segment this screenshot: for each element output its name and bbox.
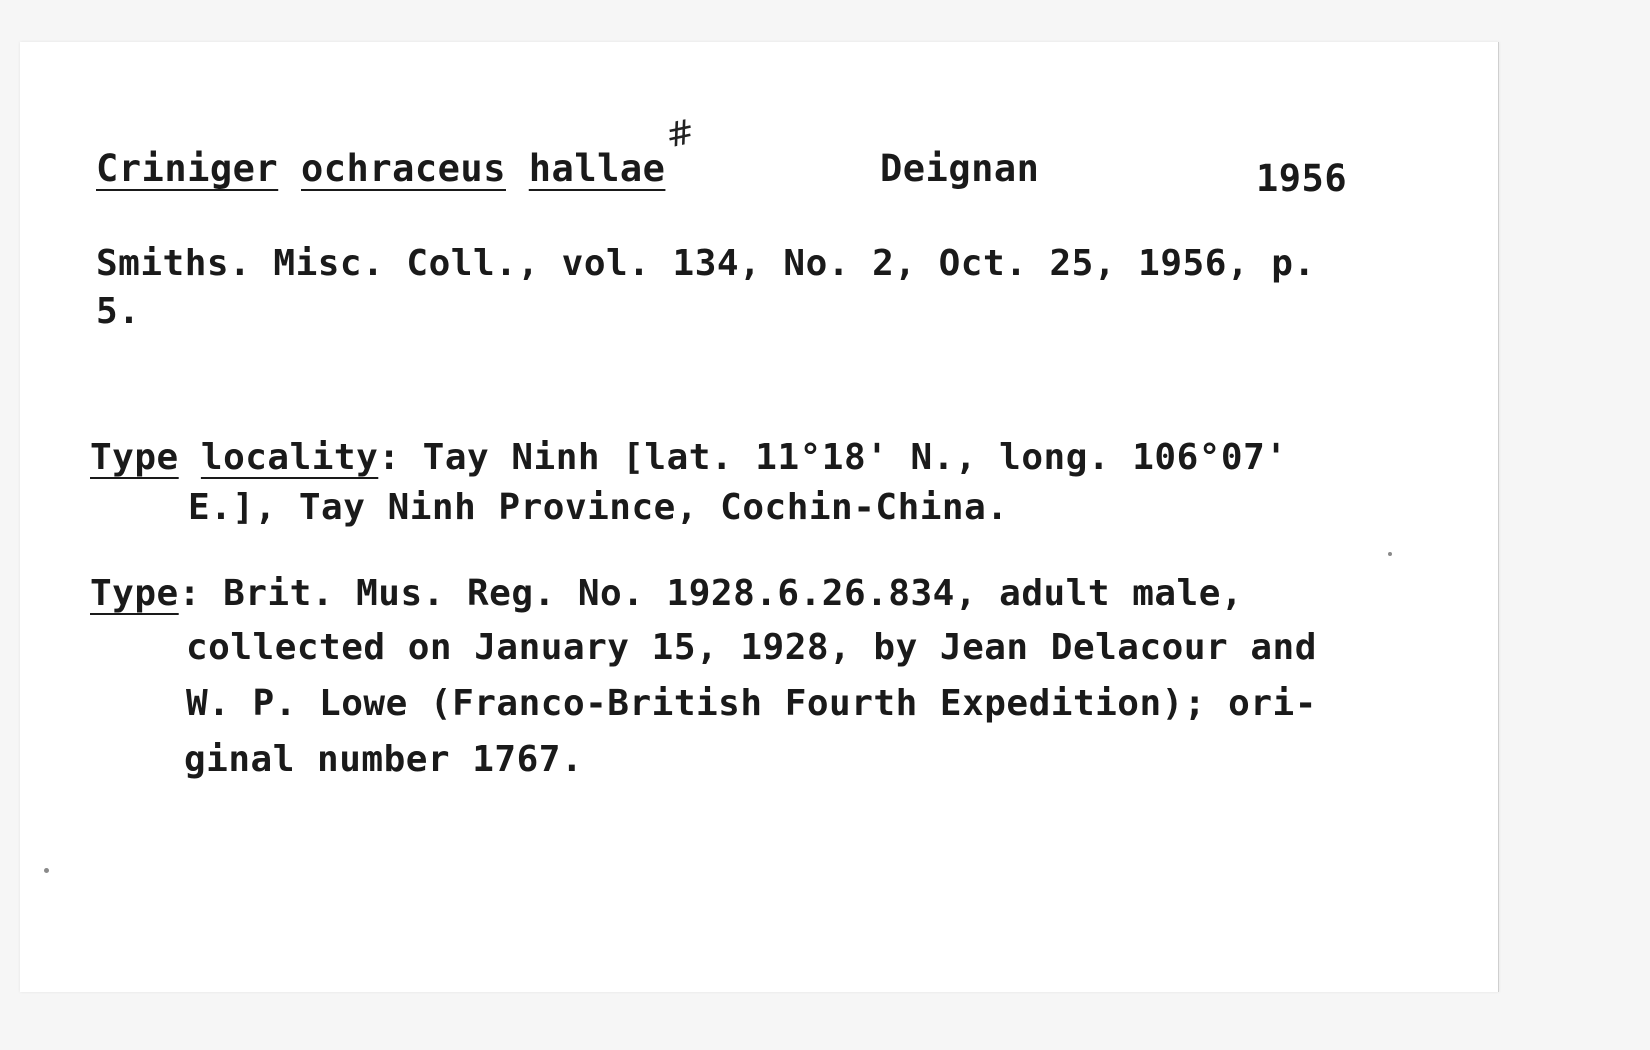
- type-specimen-line-2: collected on January 15, 1928, by Jean Delacour and: [186, 627, 1317, 668]
- type-locality-label-word-1: Type: [90, 437, 179, 478]
- type-specimen-line-1: [90, 573, 1244, 614]
- genus-name: Criniger: [96, 147, 279, 190]
- type-label: Type: [90, 573, 179, 614]
- type-locality-label-word-2: locality: [200, 437, 379, 478]
- citation-line-1: Smiths. Misc. Coll., vol. 134, No. 2, Oct. 25, 1956, p.: [96, 243, 1316, 284]
- type-locality-line-1: [90, 437, 1288, 478]
- type-specimen-text-1: Brit. Mus. Reg. No. 1928.6.26.834, adult male,: [223, 573, 1244, 614]
- handwritten-hash-mark: #: [662, 111, 699, 157]
- type-locality-label-separator: :: [378, 437, 401, 478]
- scan-speck: [44, 868, 49, 873]
- author-name: Deignan: [880, 147, 1040, 190]
- taxon-name: [96, 147, 666, 190]
- subspecies-name: hallae: [528, 147, 666, 190]
- citation-line-2: 5.: [96, 291, 141, 332]
- type-specimen-line-3: W. P. Lowe (Franco-British Fourth Expedition); ori-: [186, 683, 1317, 724]
- type-locality-text-1: Tay Ninh [lat. 11°18' N., long. 106°07': [422, 437, 1288, 478]
- species-name: ochraceus: [301, 147, 506, 190]
- index-card: [20, 42, 1499, 992]
- type-label-separator: :: [178, 573, 201, 614]
- publication-year: 1956: [1256, 157, 1348, 200]
- scan-speck: [1388, 552, 1392, 556]
- type-specimen-line-4: ginal number 1767.: [184, 739, 584, 780]
- type-locality-line-2: E.], Tay Ninh Province, Cochin-China.: [188, 487, 1009, 528]
